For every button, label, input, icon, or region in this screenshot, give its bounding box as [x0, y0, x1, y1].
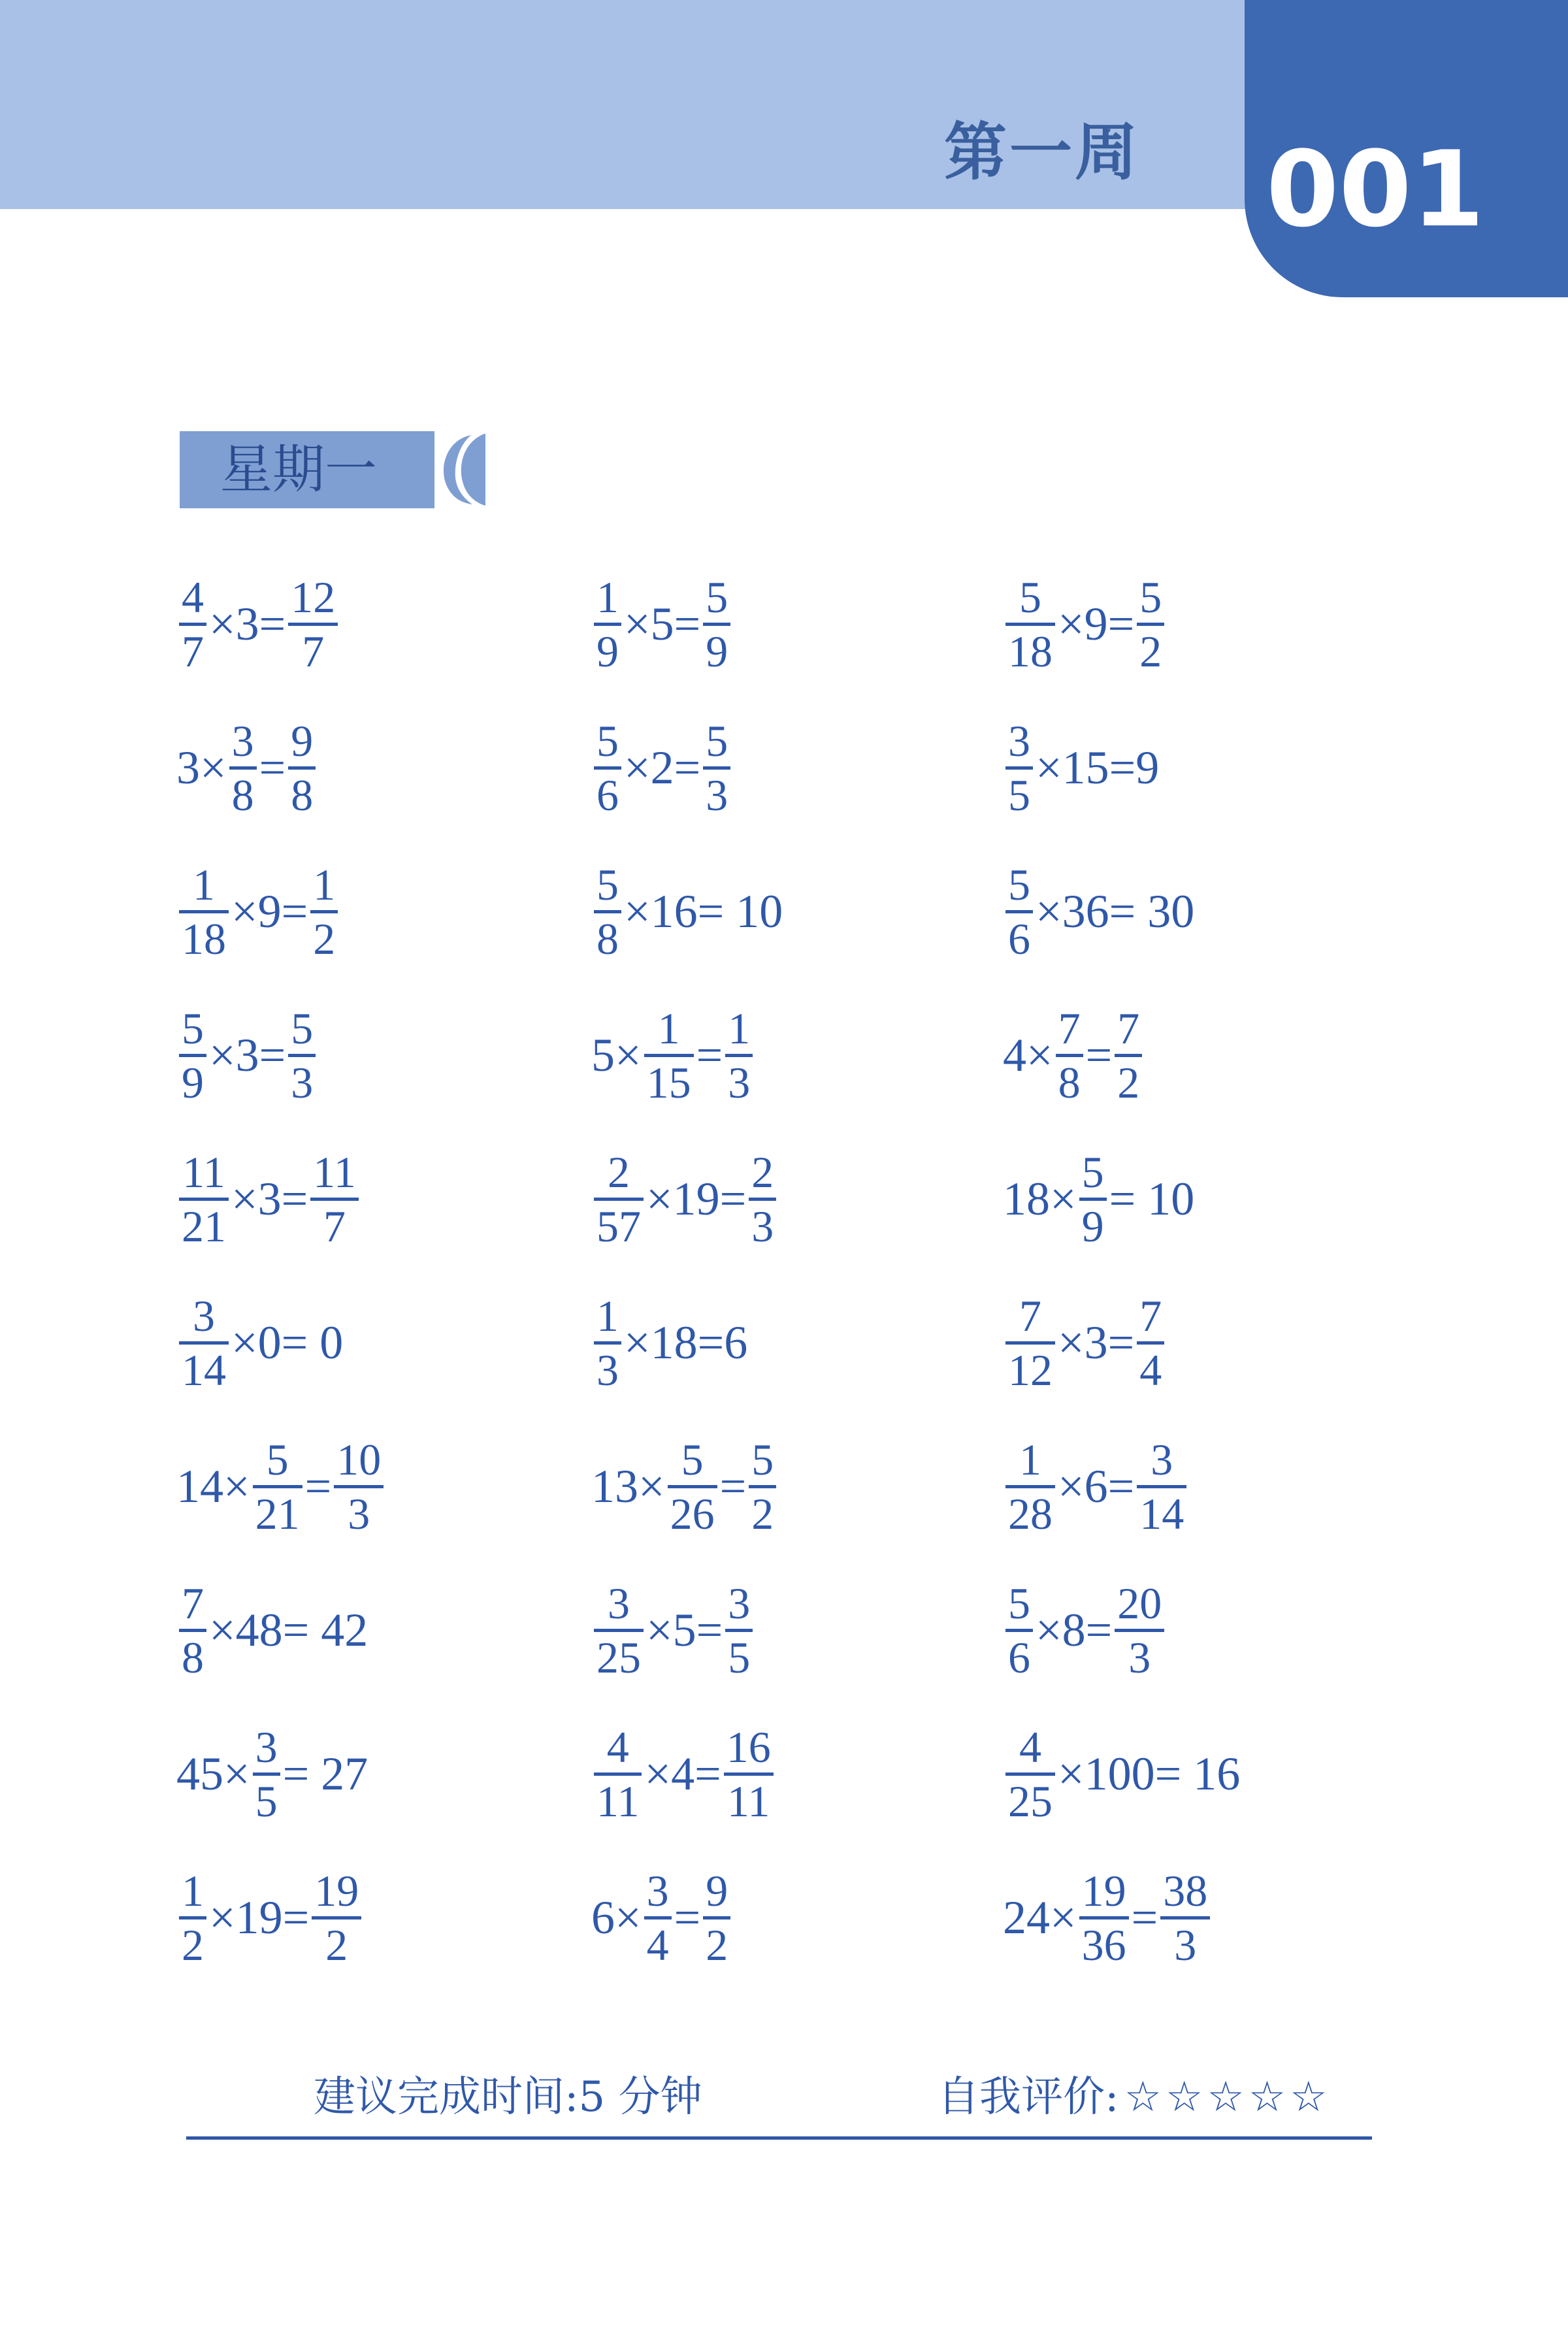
- denominator: 8: [1058, 1057, 1081, 1107]
- problem-text: ×3=: [231, 1172, 308, 1225]
- numerator: 7: [182, 1578, 204, 1628]
- fraction: [703, 715, 730, 821]
- problem-text: 18×: [1003, 1172, 1077, 1225]
- fraction: [725, 1003, 753, 1108]
- denominator: 11: [727, 1776, 770, 1826]
- problem: [591, 1708, 776, 1839]
- problem: [176, 846, 340, 977]
- problem: [176, 1421, 386, 1552]
- fraction: [1056, 1003, 1083, 1108]
- fraction: [288, 1003, 316, 1108]
- numerator: 2: [608, 1147, 630, 1197]
- problem: [176, 1277, 343, 1408]
- denominator: 9: [1081, 1201, 1104, 1251]
- numerator: 5: [182, 1003, 204, 1053]
- problem-text: 13×: [591, 1460, 665, 1512]
- problem: [1003, 846, 1194, 977]
- numerator: 9: [291, 715, 314, 766]
- numerator: 3: [193, 1290, 215, 1341]
- problem-text: ×19=: [646, 1172, 747, 1225]
- fraction: [253, 1434, 302, 1539]
- day-tag-box: [180, 431, 434, 508]
- numerator: 5: [1008, 1578, 1030, 1628]
- denominator: 6: [596, 770, 619, 820]
- fraction: [594, 715, 621, 821]
- problem-text: 4×: [1003, 1028, 1053, 1081]
- problem-text: ×15=9: [1036, 741, 1160, 794]
- numerator: 19: [1081, 1865, 1126, 1916]
- fraction: [594, 1578, 644, 1683]
- problem-text: 45×: [176, 1747, 250, 1800]
- denominator: 9: [182, 1057, 204, 1107]
- denominator: 2: [751, 1488, 774, 1539]
- problem: [1003, 990, 1145, 1120]
- fraction: [594, 859, 621, 964]
- problem-text: ×6=: [1058, 1460, 1135, 1512]
- day-tag: [180, 431, 487, 508]
- fraction: [1005, 715, 1033, 821]
- self-evaluation-label: 自我评价:: [938, 2073, 1119, 2121]
- problem-text: ×48= 42: [209, 1603, 368, 1656]
- problem: [591, 1134, 779, 1264]
- fraction: [288, 715, 316, 821]
- problem: [1003, 1852, 1213, 1983]
- problem-text: = 10: [1109, 1172, 1195, 1225]
- fraction: [179, 859, 229, 964]
- problem-text: = 27: [282, 1747, 368, 1800]
- denominator: 12: [1008, 1345, 1053, 1395]
- denominator: 2: [1139, 626, 1162, 676]
- fraction: [179, 1003, 206, 1108]
- denominator: 7: [182, 626, 204, 676]
- denominator: 3: [1128, 1632, 1151, 1682]
- problem: [591, 846, 783, 977]
- denominator: 3: [706, 770, 728, 820]
- problem-text: ×36= 30: [1036, 885, 1195, 938]
- denominator: 8: [596, 913, 619, 964]
- denominator: 4: [646, 1919, 669, 1970]
- fraction: [1005, 1434, 1055, 1539]
- denominator: 9: [706, 626, 728, 676]
- numerator: 5: [1139, 572, 1162, 622]
- fraction: [594, 572, 621, 677]
- numerator: 7: [1117, 1003, 1140, 1053]
- numerator: 5: [596, 859, 619, 909]
- fraction: [1137, 572, 1164, 677]
- problem-text: =: [304, 1460, 332, 1512]
- numerator: 4: [182, 572, 204, 622]
- denominator: 9: [596, 626, 619, 676]
- week-title: 第一周: [944, 116, 1140, 189]
- denominator: 18: [182, 913, 226, 964]
- numerator: 5: [596, 715, 619, 766]
- problem-text: 14×: [176, 1460, 250, 1512]
- numerator: 38: [1163, 1865, 1208, 1916]
- problem-text: =: [719, 1460, 747, 1512]
- denominator: 4: [1139, 1345, 1162, 1395]
- fraction: [668, 1434, 717, 1539]
- denominator: 3: [728, 1057, 751, 1107]
- numerator: 5: [266, 1434, 289, 1484]
- denominator: 3: [348, 1488, 370, 1539]
- problem: [591, 990, 755, 1120]
- problem-text: =: [1131, 1891, 1158, 1944]
- denominator: 3: [751, 1201, 774, 1251]
- problem: [176, 1134, 361, 1264]
- fraction: [594, 1290, 621, 1396]
- numerator: 3: [231, 715, 254, 766]
- fraction: [229, 715, 257, 821]
- numerator: 5: [751, 1434, 774, 1484]
- suggested-time: 建议完成时间:5 分钟: [314, 2073, 702, 2121]
- day-label: 星期一: [220, 439, 377, 500]
- fraction: [1079, 1147, 1107, 1252]
- denominator: 2: [1117, 1057, 1140, 1107]
- numerator: 2: [751, 1147, 774, 1197]
- footer-bar: [186, 2058, 1372, 2140]
- fraction: [644, 1865, 672, 1970]
- fraction: [179, 1147, 229, 1252]
- denominator: 25: [1008, 1776, 1053, 1826]
- fraction: [703, 572, 730, 677]
- denominator: 2: [182, 1919, 204, 1970]
- fraction: [724, 1722, 774, 1827]
- numerator: 5: [706, 715, 728, 766]
- fraction: [1005, 572, 1055, 677]
- fraction: [1005, 859, 1033, 964]
- numerator: 7: [1139, 1290, 1162, 1341]
- fraction: [594, 1722, 642, 1827]
- problem-text: ×18=6: [624, 1316, 748, 1369]
- fraction: [1115, 1003, 1142, 1108]
- problem-text: ×0= 0: [231, 1316, 344, 1369]
- numerator: 3: [646, 1865, 669, 1916]
- problem-text: ×3=: [209, 597, 286, 650]
- problem: [1003, 1134, 1194, 1264]
- problem-text: ×2=: [624, 741, 701, 794]
- fraction: [749, 1147, 776, 1252]
- numerator: 3: [728, 1578, 751, 1628]
- denominator: 11: [596, 1776, 640, 1826]
- fraction: [179, 572, 206, 677]
- numerator: 1: [596, 572, 619, 622]
- numerator: 11: [182, 1147, 225, 1197]
- fraction: [644, 1003, 694, 1108]
- denominator: 3: [1174, 1919, 1197, 1970]
- denominator: 2: [325, 1919, 348, 1970]
- problem-text: ×16= 10: [624, 885, 783, 938]
- problem: [591, 1277, 747, 1408]
- numerator: 1: [1019, 1434, 1041, 1484]
- problem-text: ×9=: [231, 885, 308, 938]
- numerator: 1: [193, 859, 215, 909]
- fraction: [1137, 1434, 1186, 1539]
- problem-text: ×100= 16: [1058, 1747, 1241, 1800]
- denominator: 25: [596, 1632, 641, 1682]
- fraction: [312, 1865, 361, 1970]
- problem-text: =: [259, 741, 286, 794]
- problem: [591, 1421, 779, 1552]
- numerator: 3: [1151, 1434, 1173, 1484]
- numerator: 1: [596, 1290, 619, 1341]
- numerator: 5: [291, 1003, 314, 1053]
- problem-text: 6×: [591, 1891, 642, 1944]
- numerator: 11: [313, 1147, 356, 1197]
- problem-text: 3×: [176, 741, 227, 794]
- crescent-icon: [433, 431, 487, 508]
- numerator: 3: [255, 1722, 278, 1772]
- problem: [591, 702, 733, 833]
- numerator: 7: [1019, 1290, 1041, 1341]
- fraction: [179, 1865, 206, 1970]
- denominator: 3: [596, 1345, 619, 1395]
- denominator: 7: [323, 1201, 346, 1251]
- problem-text: =: [696, 1028, 723, 1081]
- problem: [176, 1708, 368, 1839]
- problem: [176, 559, 340, 689]
- problem-text: ×8=: [1036, 1603, 1113, 1656]
- fraction: [1160, 1865, 1210, 1970]
- fraction: [179, 1290, 229, 1396]
- problem-text: ×3=: [1058, 1316, 1135, 1369]
- numerator: 5: [706, 572, 728, 622]
- page-number-tab: [1245, 0, 1568, 297]
- numerator: 4: [1019, 1722, 1041, 1772]
- fraction: [288, 572, 338, 677]
- problem: [1003, 1565, 1167, 1695]
- fraction: [179, 1578, 206, 1683]
- problem-text: ×19=: [209, 1891, 310, 1944]
- denominator: 5: [728, 1632, 751, 1682]
- denominator: 8: [291, 770, 314, 820]
- fraction: [703, 1865, 730, 1970]
- fraction: [1005, 1290, 1055, 1396]
- denominator: 8: [182, 1632, 204, 1682]
- numerator: 3: [608, 1578, 630, 1628]
- denominator: 6: [1008, 1632, 1030, 1682]
- numerator: 16: [726, 1722, 771, 1772]
- numerator: 5: [1081, 1147, 1104, 1197]
- numerator: 10: [336, 1434, 382, 1484]
- problem-text: ×9=: [1058, 597, 1135, 650]
- numerator: 1: [182, 1865, 204, 1916]
- page-number: 001: [1266, 128, 1484, 250]
- denominator: 2: [706, 1919, 728, 1970]
- denominator: 2: [313, 913, 336, 964]
- problem: [1003, 702, 1159, 833]
- numerator: 5: [681, 1434, 704, 1484]
- denominator: 21: [182, 1201, 226, 1251]
- numerator: 20: [1117, 1578, 1162, 1628]
- denominator: 14: [182, 1345, 226, 1395]
- denominator: 18: [1008, 626, 1053, 676]
- denominator: 3: [291, 1057, 314, 1107]
- numerator: 1: [728, 1003, 751, 1053]
- denominator: 14: [1139, 1488, 1184, 1539]
- fraction: [1005, 1578, 1033, 1683]
- problem-text: ×3=: [209, 1028, 286, 1081]
- denominator: 5: [255, 1776, 278, 1826]
- problem: [591, 559, 733, 689]
- denominator: 7: [302, 626, 325, 676]
- problem-text: ×4=: [644, 1747, 721, 1800]
- denominator: 15: [646, 1057, 691, 1107]
- problem: [1003, 1277, 1167, 1408]
- fraction: [594, 1147, 644, 1252]
- fraction: [1079, 1865, 1129, 1970]
- problem: [591, 1852, 733, 1983]
- problem: [176, 1852, 364, 1983]
- numerator: 1: [657, 1003, 680, 1053]
- fraction: [725, 1578, 753, 1683]
- numerator: 9: [706, 1865, 728, 1916]
- problem: [1003, 1708, 1240, 1839]
- problem-text: ×5=: [624, 597, 701, 650]
- denominator: 5: [1008, 770, 1030, 820]
- numerator: 3: [1008, 715, 1030, 766]
- problem-text: 5×: [591, 1028, 642, 1081]
- numerator: 4: [606, 1722, 629, 1772]
- rating-stars[interactable]: ☆☆☆☆☆: [1124, 2073, 1331, 2121]
- self-evaluation: [938, 2071, 1331, 2123]
- fraction: [1115, 1578, 1164, 1683]
- numerator: 5: [1008, 859, 1030, 909]
- fraction: [310, 859, 338, 964]
- problem-text: 24×: [1003, 1891, 1077, 1944]
- fraction: [749, 1434, 776, 1539]
- numerator: 7: [1058, 1003, 1081, 1053]
- denominator: 21: [255, 1488, 300, 1539]
- problem: [1003, 1421, 1189, 1552]
- problem: [176, 1565, 368, 1695]
- problem: [176, 990, 318, 1120]
- fraction: [1005, 1722, 1055, 1827]
- denominator: 8: [231, 770, 254, 820]
- denominator: 57: [596, 1201, 641, 1251]
- denominator: 6: [1008, 913, 1030, 964]
- numerator: 1: [313, 859, 336, 909]
- numerator: 12: [291, 572, 336, 622]
- denominator: 28: [1008, 1488, 1053, 1539]
- numerator: 5: [1019, 572, 1041, 622]
- problem: [176, 702, 318, 833]
- numerator: 19: [314, 1865, 359, 1916]
- problem-text: ×5=: [646, 1603, 723, 1656]
- fraction: [253, 1722, 280, 1827]
- fraction: [1137, 1290, 1164, 1396]
- problem-text: =: [1085, 1028, 1113, 1081]
- denominator: 26: [670, 1488, 715, 1539]
- denominator: 36: [1081, 1919, 1126, 1970]
- fraction: [310, 1147, 358, 1252]
- problem: [591, 1565, 755, 1695]
- fraction: [334, 1434, 384, 1539]
- problem: [1003, 559, 1167, 689]
- problem-text: =: [674, 1891, 701, 1944]
